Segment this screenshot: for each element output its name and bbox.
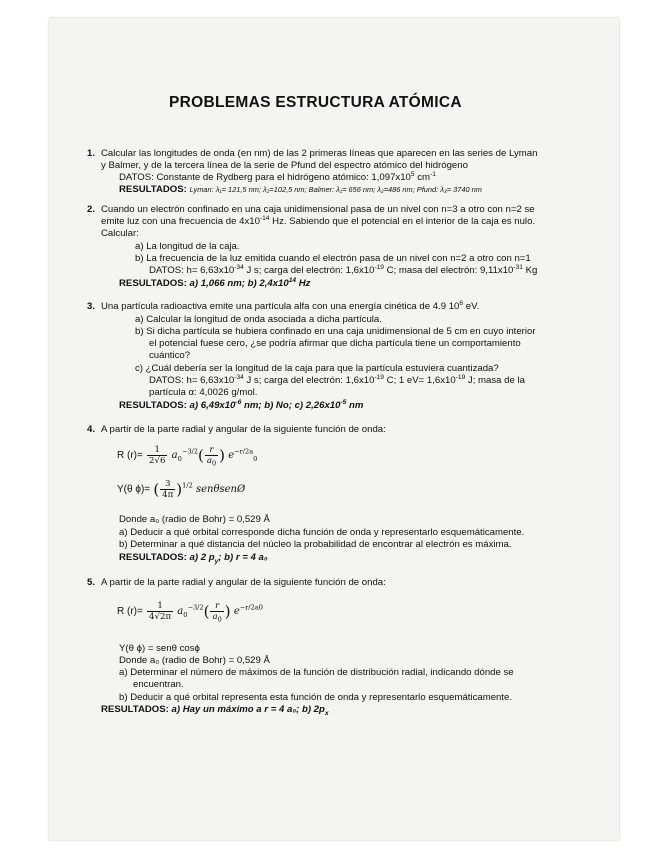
problem-5-bohr: Donde a₀ (radio de Bohr) = 0,529 Å: [119, 655, 270, 666]
problem-5-part-a-line1: a) Determinar el número de máximos de la función de distribución radial, indicando dónde se: [119, 667, 514, 678]
problem-5-radial-formula: R (r)= $\frac{1}{4√2\pi}$ $a_0^{-3/2}$( $\frac{r}{a_0}$ ) $e^{-r/2a0}$: [117, 601, 263, 624]
problem-4-bohr: Donde a₀ (radio de Bohr) = 0,529 Å: [119, 514, 270, 525]
problem-3-part-b-line3: cuántico?: [149, 350, 191, 361]
problem-3-text-line1: Una partícula radioactiva emite una partícula alfa con una energía cinética de 4.9 $10^6$ eV.: [101, 299, 480, 312]
problem-3-number: 3.: [87, 301, 96, 312]
problem-4-number: 4.: [87, 424, 96, 435]
problem-3-part-a: a) Calcular la longitud de onda asociada a dicha partícula.: [135, 314, 382, 325]
problem-3-results: RESULTADOS: a) $6,49x10^{-6}$ nm; b) No; c) $2,26x10^{-5}$ nm: [119, 398, 364, 411]
problem-1-results: RESULTADOS: Lyman: λ₁= 121,5 nm; λ₂=102,5 nm; Balmer: λ₁= 656 nm; λ₂=486 nm; Pfund: λ₃= 3740 nm: [119, 184, 482, 195]
problem-5-number: 5.: [87, 577, 96, 588]
problem-4-part-a: a) Deducir a qué orbital corresponde dicha función de onda y representarlo esquemáticamente.: [119, 527, 525, 538]
problem-3-part-c: c) ¿Cuál debería ser la longitud de la caja para que la partícula estuviera cuantizada?: [135, 363, 499, 374]
document-page: [49, 18, 619, 840]
problem-2-number: 2.: [87, 204, 96, 215]
problem-1-number: 1.: [87, 148, 96, 159]
problem-4-results: RESULTADOS: a) 2 $p_y$; b) r = 4 a₀: [119, 552, 268, 565]
problem-5-part-a-line2: encuentran.: [133, 679, 184, 690]
problem-2-datos: DATOS: $h= 6,63x10^{-34}$ J s; carga del electrón: $1,6x10^{-19}$ C; masa del electrón: $9,11x10^{-31}$ Kg: [149, 263, 538, 276]
problem-4-radial-formula: R (r)= $\frac{1}{2√6}$ $a_0^{-3/2}$( $\frac{r}{a_0}$ ) $e^{-r/2a}_0$: [117, 445, 258, 468]
problem-3-part-b-line2: el potencial fuese cero, ¿se podría afirmar que dicha partícula tiene un comportamiento: [149, 338, 521, 349]
problem-3-part-b-line1: b) Si dicha partícula se hubiera confinado en una caja unidimensional de 5 cm en cuyo interior: [135, 326, 536, 337]
problem-5-angular: Y(θ ϕ) = senθ cosϕ: [119, 643, 200, 654]
problem-5-results: RESULTADOS: a) Hay un máximo a r = 4 a₀; b) $2p_x$: [101, 704, 329, 717]
problem-2-results: RESULTADOS: a) 1,066 nm; b) $2,4x10^{14}$ Hz: [119, 276, 311, 289]
problem-1-text-line1: Calcular las longitudes de onda (en nm) de las 2 primeras líneas que aparecen en las series de Lyman: [101, 148, 538, 159]
problem-4-angular-formula: Y(θ ϕ)= ( $\frac{3}{4\pi}$ )$^{1/2}$ senθsenØ: [117, 479, 246, 500]
problem-2-text-line1: Cuando un electrón confinado en una caja unidimensional pasa de un nivel con n=3 a otro con n=2 se: [101, 204, 535, 215]
problem-4-text-line1: A partir de la parte radial y angular de la siguiente función de onda:: [101, 424, 386, 435]
problem-2-text-line2: emite luz con una frecuencia de $4x10^{-14}$ Hz. Sabiendo que el potencial en el interior de la caja es nulo.: [101, 214, 536, 227]
problem-3-datos-line1: DATOS: $h= 6,63x10^{-34}$ J s; carga del electrón: $1,6x10^{-19}$ C; 1 $eV= 1,6x10^{-19}$ J; masa de la: [149, 373, 525, 386]
problem-2-part-b: b) La frecuencia de la luz emitida cuando el electrón pasa de un nivel con n=2 a otro con n=1: [135, 253, 531, 264]
problem-1-text-line2: y Balmer, y de la tercera línea de la serie de Pfund del espectro atómico del hidrógeno: [101, 160, 468, 171]
problem-5-text-line1: A partir de la parte radial y angular de la siguiente función de onda:: [101, 577, 386, 588]
page-title: PROBLEMAS ESTRUCTURA ATÓMICA: [169, 94, 462, 111]
problem-5-part-b: b) Deducir a qué orbital representa esta función de onda y representarlo esquemáticamente.: [119, 692, 513, 703]
problem-2-calcular: Calcular:: [101, 228, 139, 239]
problem-2-part-a: a) La longitud de la caja.: [135, 241, 240, 252]
problem-3-datos-line2: partícula α: 4,0026 g/mol.: [149, 387, 258, 398]
problem-1-datos: DATOS: Constante de Rydberg para el hidrógeno atómico: $1,097x10^5$ $cm^{-1}$: [119, 170, 436, 183]
problem-4-part-b: b) Determinar a qué distancia del núcleo la probabilidad de encontrar al electrón es máxima.: [119, 539, 512, 550]
